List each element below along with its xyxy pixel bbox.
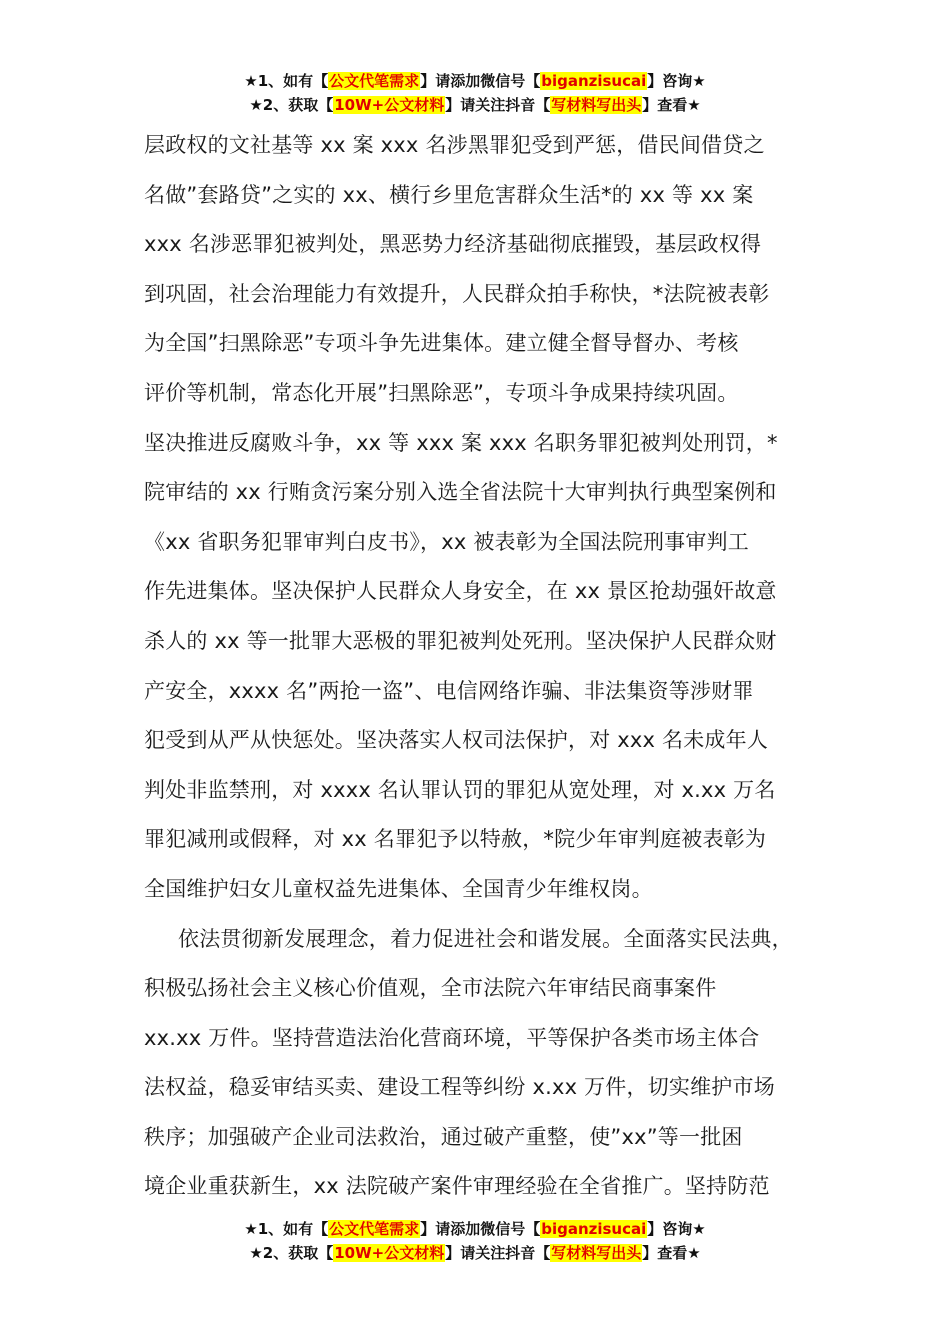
text-line: 法权益，稳妥审结买卖、建设工程等纠纷 x.xx 万件，切实维护市场 [144,1075,775,1100]
banner-text: 】咨询★ [647,72,706,90]
highlight-douyin-account: 写材料写出头 [551,96,642,114]
banner-text: 】查看★ [642,96,701,114]
text-line: 为全国”扫黑除恶”专项斗争先进集体。建立健全督导督办、考核 [144,331,739,356]
text-line: 积极弘扬社会主义核心价值观，全市法院六年审结民商事案件 [144,976,717,1001]
text-line: xxx 名涉恶罪犯被判处，黑恶势力经济基础彻底摧毁，基层政权得 [144,232,762,257]
footer-banner [0,1217,950,1265]
highlight-materials: 10W+公文材料 [334,96,445,114]
paragraph-1 [144,121,834,915]
text-line: 院审结的 xx 行贿贪污案分别入选全省法院十大审判执行典型案例和 [144,480,777,505]
text-line: 全国维护妇女儿童权益先进集体、全国青少年维权岗。 [144,876,653,901]
text-line: 罪犯减刑或假释，对 xx 名罪犯予以特赦，*院少年审判庭被表彰为 [144,827,767,852]
text-line: 《xx 省职务犯罪审判白皮书》，xx 被表彰为全国法院刑事审判工 [144,529,749,554]
banner-text: ★1、如有【 [244,72,329,90]
banner-text: 】咨询★ [647,1220,706,1238]
text-line: 到巩固，社会治理能力有效提升，人民群众拍手称快，*法院被表彰 [144,281,770,306]
banner-text: ★1、如有【 [244,1220,329,1238]
banner-text: 】查看★ [642,1244,701,1262]
text-line: 杀人的 xx 等一批罪大恶极的罪犯被判处死刑。坚决保护人民群众财 [144,628,777,653]
banner-text: ★2、获取【 [249,1244,334,1262]
banner-text: 】请关注抖音【 [445,1244,551,1262]
highlight-douyin-account: 写材料写出头 [551,1244,642,1262]
text-line: 境企业重获新生，xx 法院破产案件审理经验在全省推广。坚持防范 [144,1174,770,1199]
paragraph-2 [144,915,834,1213]
banner-line-2 [0,93,950,117]
highlight-materials: 10W+公文材料 [334,1244,445,1262]
header-banner [0,69,950,117]
text-line: 层政权的文社基等 xx 案 xxx 名涉黑罪犯受到严惩，借民间借贷之 [144,133,765,157]
text-line: 名做”套路贷”之实的 xx、横行乡里危害群众生活*的 xx 等 xx 案 [144,182,754,207]
banner-text: 】请添加微信号【 [420,72,541,90]
text-line: 坚决推进反腐败斗争，xx 等 xxx 案 xxx 名职务罪犯被判处刑罚，* [144,430,778,455]
text-line: 犯受到从严从快惩处。坚决落实人权司法保护，对 xxx 名未成年人 [144,728,769,753]
highlight-wechat-id: biganzisucai [541,1220,647,1238]
text-line: 作先进集体。坚决保护人民群众人身安全，在 xx 景区抢劫强奸故意 [144,579,777,604]
highlight-service: 公文代笔需求 [329,1220,420,1238]
text-line: 产安全，xxxx 名”两抢一盗”、电信网络诈骗、非法集资等涉财罪 [144,678,754,703]
banner-line-1 [0,1217,950,1241]
banner-text: ★2、获取【 [249,96,334,114]
text-line: 秩序；加强破产企业司法救治，通过破产重整，使”xx”等一批困 [144,1124,743,1149]
banner-line-2 [0,1241,950,1265]
text-line: 判处非监禁刑，对 xxxx 名认罪认罚的罪犯从宽处理，对 x.xx 万名 [144,777,776,802]
highlight-wechat-id: biganzisucai [541,72,647,90]
banner-text: 】请添加微信号【 [420,1220,541,1238]
text-line: 评价等机制，常态化开展”扫黑除恶”，专项斗争成果持续巩固。 [144,380,739,405]
document-body [144,121,834,1212]
text-line: xx.xx 万件。坚持营造法治化营商环境，平等保护各类市场主体合 [144,1025,760,1050]
banner-line-1 [0,69,950,93]
text-line: 依法贯彻新发展理念，着力促进社会和谐发展。全面落实民法典， [178,926,793,951]
highlight-service: 公文代笔需求 [329,72,420,90]
banner-text: 】请关注抖音【 [445,96,551,114]
